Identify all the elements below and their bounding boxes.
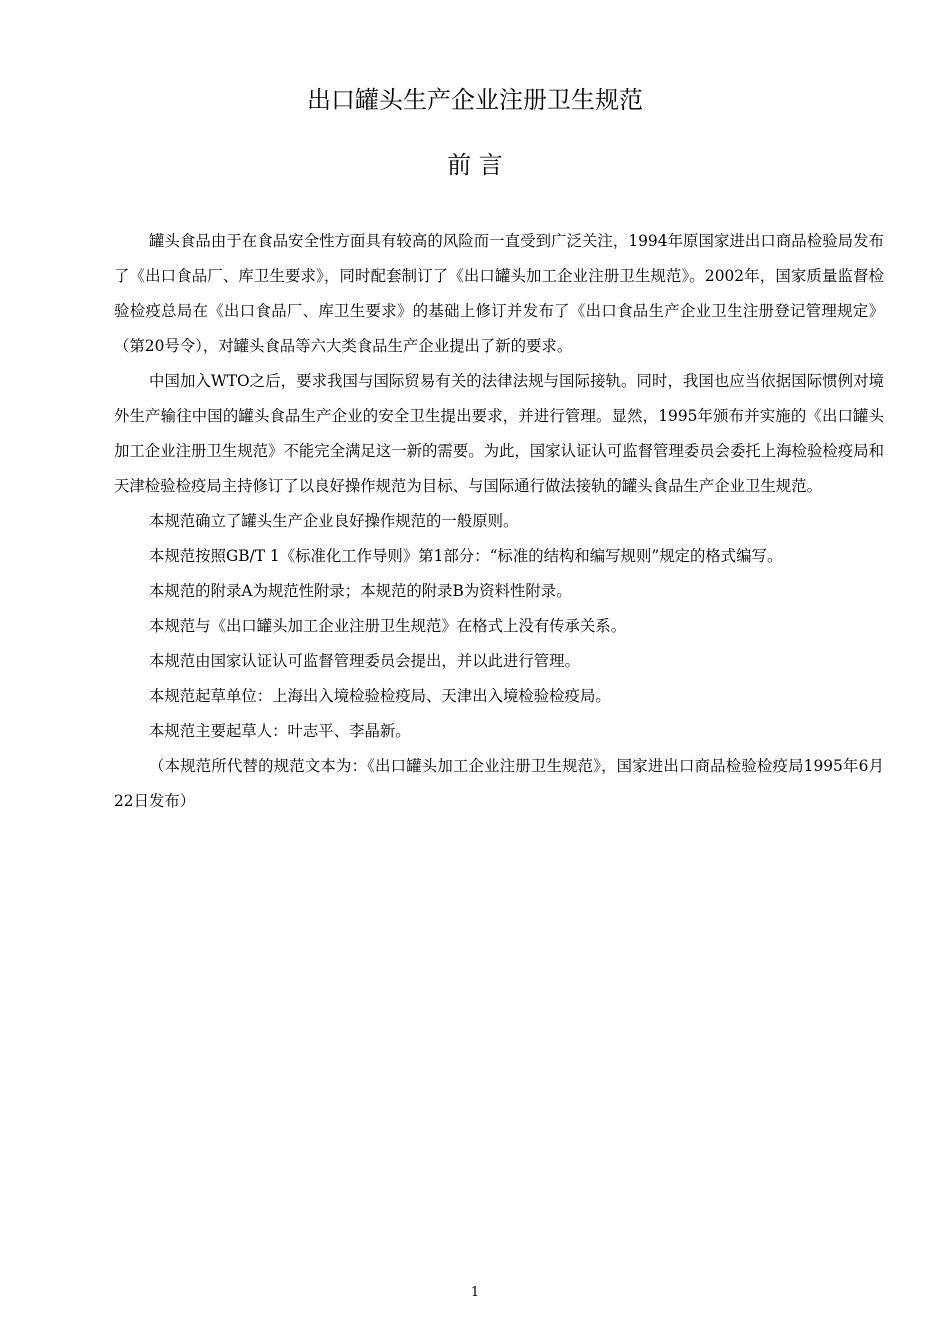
paragraph-proposer: 本规范由国家认证认可监督管理委员会提出，并以此进行管理。 <box>149 652 580 670</box>
paragraph-wto: 中国加入WTO之后，要求我国与国际贸易有关的法律法规与国际接轨。同时，我国也应当依据国际惯例对境外生产输往中国的罐头食品生产企业的安全卫生提出要求，并进行管理。显然，1995年颁布并实施的《出口罐头加工企业注册卫生规范》不能完全满足这一新的需要。为此，国家认证认可监督管理委员会委托上海检验检疫局和天津检验检疫局主持修订了以良好操作规范为目标、与国际通行做法接轨的罐头食品生产企业卫生规范。 <box>114 372 884 495</box>
paragraph-format: 本规范按照GB/T 1《标准化工作导则》第1部分：“标准的结构和编写规则”规定的格式编写。 <box>149 547 783 565</box>
paragraph-drafters: 本规范主要起草人：叶志平、李晶新。 <box>149 722 411 740</box>
paragraph-replaced-text: （本规范所代替的规范文本为：《出口罐头加工企业注册卫生规范》，国家进出口商品检验检疫局1995年6月22日发布） <box>114 757 884 810</box>
paragraph-drafting-units: 本规范起草单位：上海出入境检验检疫局、天津出入境检验检疫局。 <box>149 687 611 705</box>
paragraph-scope: 本规范确立了罐头生产企业良好操作规范的一般原则。 <box>149 512 519 530</box>
page-number: 1 <box>470 1285 480 1300</box>
paragraph-background: 罐头食品由于在食品安全性方面具有较高的风险而一直受到广泛关注，1994年原国家进出口商品检验局发布了《出口食品厂、库卫生要求》，同时配套制订了《出口罐头加工企业注册卫生规范》。2002年，国家质量监督检验检疫总局在《出口食品厂、库卫生要求》的基础上修订并发布了《出口食品生产企业卫生注册登记管理规定》（第20号令），对罐头食品等六大类食品生产企业提出了新的要求。 <box>114 232 884 355</box>
paragraph-appendix: 本规范的附录A为规范性附录；本规范的附录B为资料性附录。 <box>149 582 572 600</box>
section-title: 前 言 <box>447 151 503 179</box>
paragraph-relation: 本规范与《出口罐头加工企业注册卫生规范》在格式上没有传承关系。 <box>149 617 627 635</box>
document-title: 出口罐头生产企业注册卫生规范 <box>307 86 643 114</box>
document-body <box>114 224 884 819</box>
